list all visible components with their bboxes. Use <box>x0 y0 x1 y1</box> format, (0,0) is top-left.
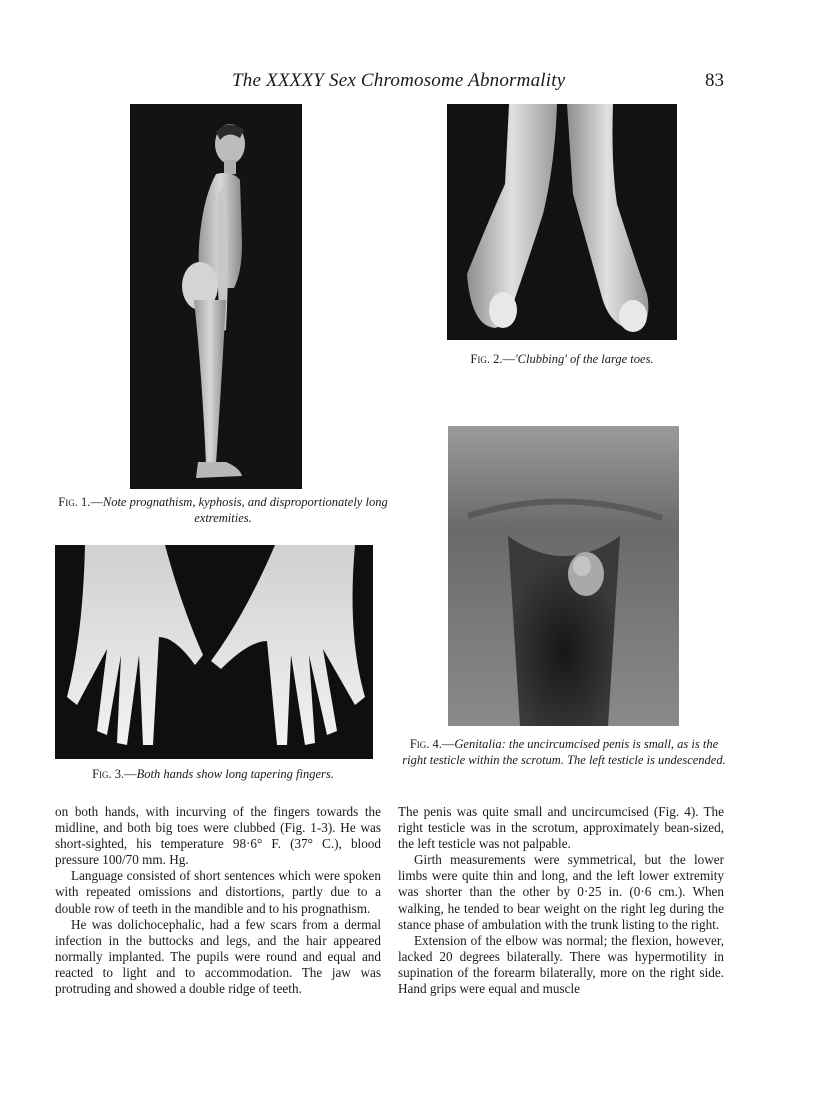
figure-4-label: Fig. 4. <box>409 737 442 751</box>
figure-2-photo <box>447 104 677 340</box>
left-paragraph-2: Language consisted of short sentences which were spoken with repeated omissions and distortions, partly due to a double row of teeth in the mandible and to his prognathism. <box>55 868 381 916</box>
figure-3-photo <box>55 545 373 759</box>
body-right-column <box>398 804 724 997</box>
figure-1-caption: Fig. 1.—Note prognathism, kyphosis, and disproportionately long extremities. <box>58 495 388 525</box>
figure-3-label: Fig. 3. <box>92 767 125 781</box>
running-title: The XXXXY Sex Chromosome Abnormality <box>232 70 566 91</box>
right-paragraph-2: Girth measurements were symmetrical, but the lower limbs were quite thin and long, and the left lower extremity was shorter than the other by 0·25 in. (0·6 cm.). When walking, he tended to bear weight on the right leg during the stance phase of ambulation with the trunk listing to the right. <box>398 852 724 932</box>
figure-1-label: Fig. 1. <box>58 495 91 509</box>
figure-4-photo <box>448 426 679 726</box>
figure-3-caption: Fig. 3.—Both hands show long tapering fingers. <box>92 767 334 781</box>
figure-1-caption-text: Note prognathism, kyphosis, and disproportionately long extremities. <box>102 495 388 525</box>
figure-2-caption: Fig. 2.—'Clubbing' of the large toes. <box>470 352 654 366</box>
left-paragraph-3: He was dolichocephalic, had a few scars from a dermal infection in the buttocks and legs, and the hair appeared normally implanted. The pupils were round and equal and reacted to light and to accommodation. The jaw was protruding and showed a double ridge of teeth. <box>55 916 381 997</box>
right-paragraph-1: The penis was quite small and uncircumcised (Fig. 4). The right testicle was in the scrotum, approximately bean-sized, the left testicle was not palpable. <box>398 804 724 852</box>
figure-2-caption-text: 'Clubbing' of the large toes. <box>515 352 654 366</box>
figure-2-label: Fig. 2. <box>470 352 503 366</box>
left-paragraph-1: on both hands, with incurving of the fingers towards the midline, and both big toes were clubbed (Fig. 1-3). He was short-sighted, his temperature 98·6° F. (37° C.), blood pressure 100/70 mm. Hg. <box>55 804 381 868</box>
page-number: 83 <box>705 70 724 91</box>
body-left-column <box>55 804 381 997</box>
figure-3-caption-text: Both hands show long tapering fingers. <box>136 767 334 781</box>
figure-1-photo <box>130 104 302 489</box>
right-paragraph-3: Extension of the elbow was normal; the flexion, however, lacked 20 degrees bilaterally. There was hypermotility in supination of the forearm bilaterally, more on the right side. Hand grips were equal and muscle <box>398 932 724 997</box>
figure-4-caption: Fig. 4.—Genitalia: the uncircumcised penis is small, as is the right testicle within the scrotum. The left testicle is undescended. <box>402 737 726 767</box>
figure-4-caption-text: Genitalia: the uncircumcised penis is small, as is the right testicle within the scrotum. The left testicle is undescended. <box>402 737 726 767</box>
